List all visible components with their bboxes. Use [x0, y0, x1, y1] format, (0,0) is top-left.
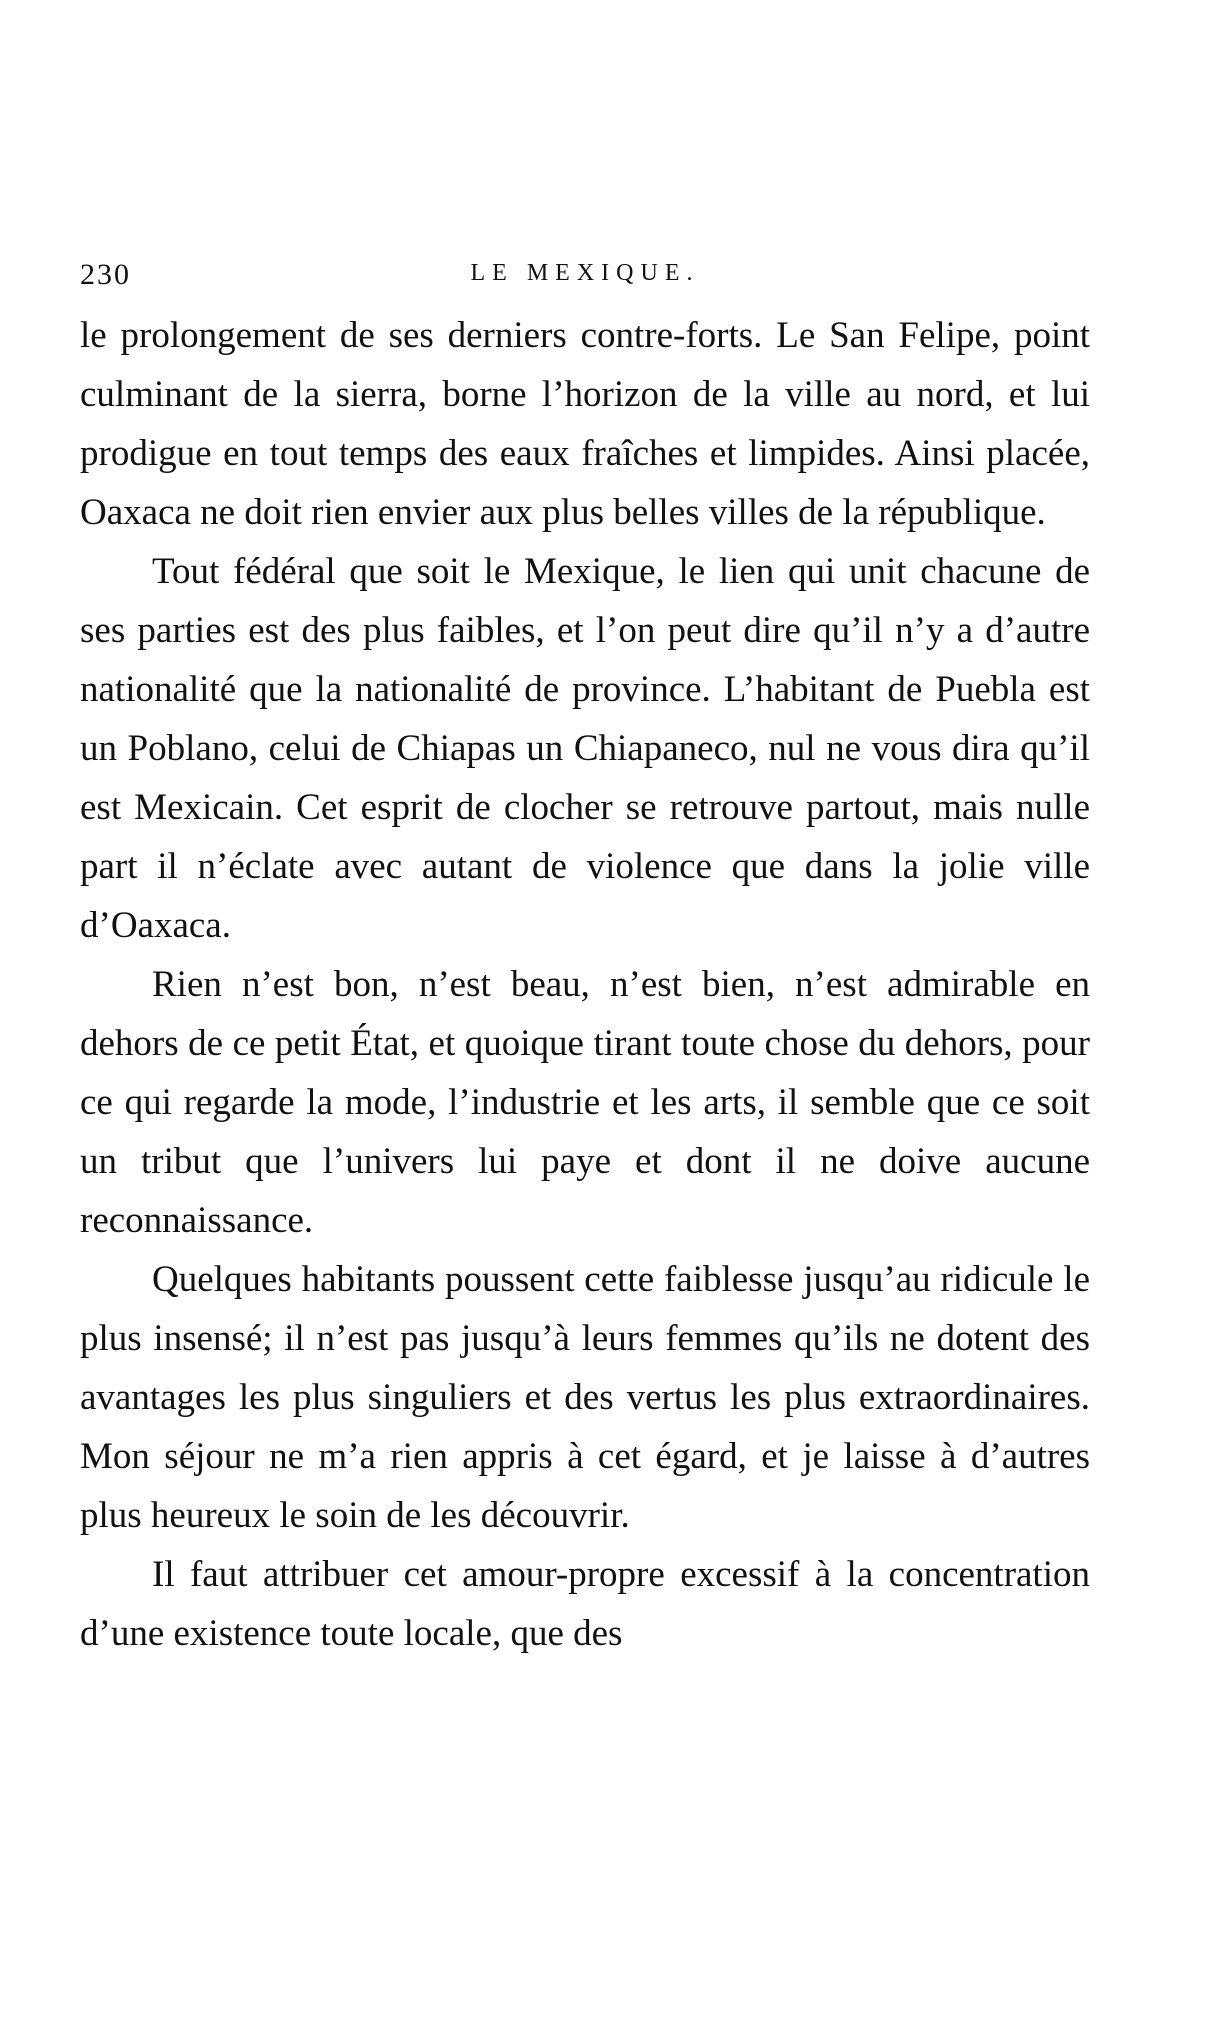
paragraph-continuation: le prolongement de ses derniers contre-forts. Le San Felipe, point culminant de la sierra, borne l’horizon de la ville au nord, et lui prodigue en tout temps des eaux fraîches et limpides. Ainsi placée, Oaxaca ne doit rien envier aux plus belles villes de la république. [80, 315, 1090, 533]
page-number: 230 [80, 258, 131, 291]
paragraph-local-pride: Rien n’est bon, n’est beau, n’est bien, n’est admirable en dehors de ce petit État, et quoique tirant toute chose du dehors, pour ce qui regarde la mode, l’industrie et les arts, il semble que ce soit un tribut que l’univers lui paye et dont il ne doive aucune reconnaissance. [80, 964, 1090, 1241]
running-title: LE MEXIQUE. [470, 260, 700, 286]
page-header [80, 258, 1090, 306]
paragraph-federalism: Tout fédéral que soit le Mexique, le lien qui unit chacune de ses parties est des plus faibles, et l’on peut dire qu’il n’y a d’autre nationalité que la nationalité de province. L’habitant de Puebla est un Poblano, celui de Chiapas un Chiapaneco, nul ne vous dira qu’il est Mexicain. Cet esprit de clocher se retrouve partout, mais nulle part il n’éclate avec autant de violence que dans la jolie ville d’Oaxaca. [80, 551, 1090, 946]
paragraph-ridicule: Quelques habitants poussent cette faiblesse jusqu’au ridicule le plus insensé; il n’est pas jusqu’à leurs femmes qu’ils ne dotent des avantages les plus singuliers et des vertus les plus extraordinaires. Mon séjour ne m’a rien appris à cet égard, et je laisse à d’autres plus heureux le soin de les découvrir. [80, 1259, 1090, 1536]
paragraph-amour-propre: Il faut attribuer cet amour-propre excessif à la concentration d’une existence toute locale, que des [80, 1554, 1090, 1654]
book-page [80, 258, 1090, 1663]
body-text [80, 306, 1090, 1663]
